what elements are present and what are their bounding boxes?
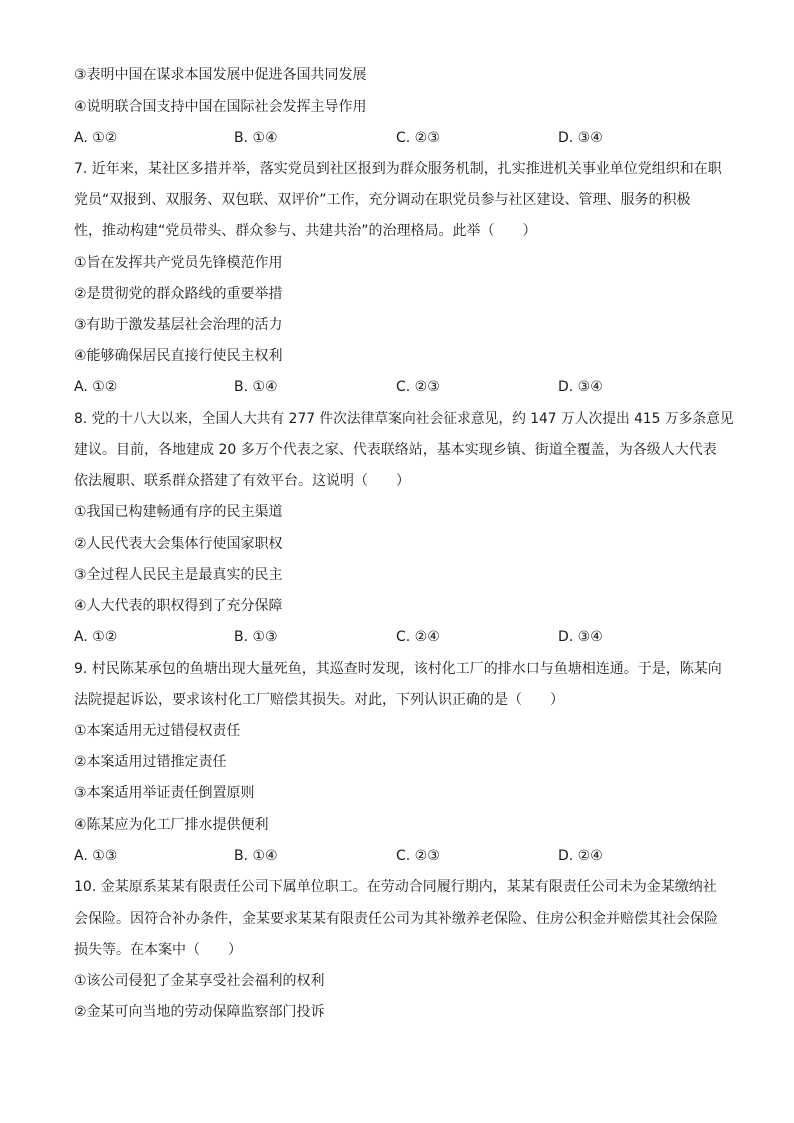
q9-options	[74, 846, 734, 866]
q7-item-2: ②是贯彻党的群众路线的重要举措	[74, 286, 283, 302]
q8-options	[74, 627, 734, 647]
q9-item-3: ③本案适用举证责任倒置原则	[74, 785, 255, 801]
q6-option-b: B. ①④	[234, 130, 278, 146]
q6-option-a: A. ①②	[74, 130, 118, 146]
q8-item-3: ③全过程人民民主是最真实的民主	[74, 567, 283, 583]
q7-item-4: ④能够确保居民直接行使民主权利	[74, 348, 283, 364]
q9-item-1: ①本案适用无过错侵权责任	[74, 723, 241, 739]
q10-stem-line-1: 10. 金某原系某某有限责任公司下属单位职工。在劳动合同履行期内，某某有限责任公司未为金某缴纳社	[74, 879, 717, 895]
q6-option-d: D. ③④	[558, 130, 603, 146]
q8-item-1: ①我国已构建畅通有序的民主渠道	[74, 504, 283, 520]
q9-option-d: D. ②④	[558, 848, 603, 864]
q8-option-c: C. ②④	[396, 629, 440, 645]
q8-item-4: ④人大代表的职权得到了充分保障	[74, 598, 283, 614]
q10-stem-line-2: 会保险。因符合补办条件，金某要求某某有限责任公司为其补缴养老保险、住房公积金并赔偿其社会保险	[74, 911, 718, 927]
q8-stem-line-1: 8. 党的十八大以来，全国人大共有 277 件次法律草案向社会征求意见，约 147 万人次提出 415 万多条意见	[74, 411, 734, 427]
q10-stem-line-3: 损失等。在本案中（ ）	[74, 942, 242, 958]
q7-stem-line-2: 党员“双报到、双服务、双包联、双评价”工作，充分调动在职党员参与社区建设、管理、服务的积极	[74, 192, 691, 208]
q7-option-d: D. ③④	[558, 379, 603, 395]
q6-options	[74, 128, 734, 148]
q9-stem-line-1: 9. 村民陈某承包的鱼塘出现大量死鱼，其巡查时发现，该村化工厂的排水口与鱼塘相连通。于是，陈某向	[74, 661, 722, 677]
q9-option-a: A. ①③	[74, 848, 118, 864]
q7-stem-line-3: 性，推动构建“党员带头、群众参与、共建共治”的治理格局。此举（ ）	[74, 223, 537, 239]
q8-option-a: A. ①②	[74, 629, 118, 645]
q10-item-2: ②金某可向当地的劳动保障监察部门投诉	[74, 1004, 325, 1020]
q6-item-4: ④说明联合国支持中国在国际社会发挥主导作用	[74, 99, 367, 115]
q9-option-c: C. ②③	[396, 848, 440, 864]
q8-stem-line-2: 建议。目前，各地建成 20 多万个代表之家、代表联络站，基本实现乡镇、街道全覆盖，为各级人大代表	[74, 442, 717, 458]
q10-item-1: ①该公司侵犯了金某享受社会福利的权利	[74, 973, 325, 989]
q6-item-3: ③表明中国在谋求本国发展中促进各国共同发展	[74, 67, 367, 83]
q7-option-c: C. ②③	[396, 379, 440, 395]
q9-item-2: ②本案适用过错推定责任	[74, 754, 227, 770]
q8-stem-line-3: 依法履职、联系群众搭建了有效平台。这说明（ ）	[74, 473, 410, 489]
q8-item-2: ②人民代表大会集体行使国家职权	[74, 536, 283, 552]
q9-option-b: B. ①④	[234, 848, 278, 864]
q7-option-b: B. ①④	[234, 379, 278, 395]
q6-option-c: C. ②③	[396, 130, 440, 146]
q7-item-3: ③有助于激发基层社会治理的活力	[74, 317, 283, 333]
q7-option-a: A. ①②	[74, 379, 118, 395]
q7-stem-line-1: 7. 近年来，某社区多措并举，落实党员到社区报到为群众服务机制，扎实推进机关事业单位党组织和在职	[74, 161, 722, 177]
q7-options	[74, 377, 734, 397]
q7-item-1: ①旨在发挥共产党员先锋模范作用	[74, 255, 283, 271]
q8-option-d: D. ③④	[558, 629, 603, 645]
q8-option-b: B. ①③	[234, 629, 278, 645]
q9-stem-line-2: 法院提起诉讼，要求该村化工厂赔偿其损失。对此，下列认识正确的是（ ）	[74, 692, 564, 708]
q9-item-4: ④陈某应为化工厂排水提供便利	[74, 817, 269, 833]
